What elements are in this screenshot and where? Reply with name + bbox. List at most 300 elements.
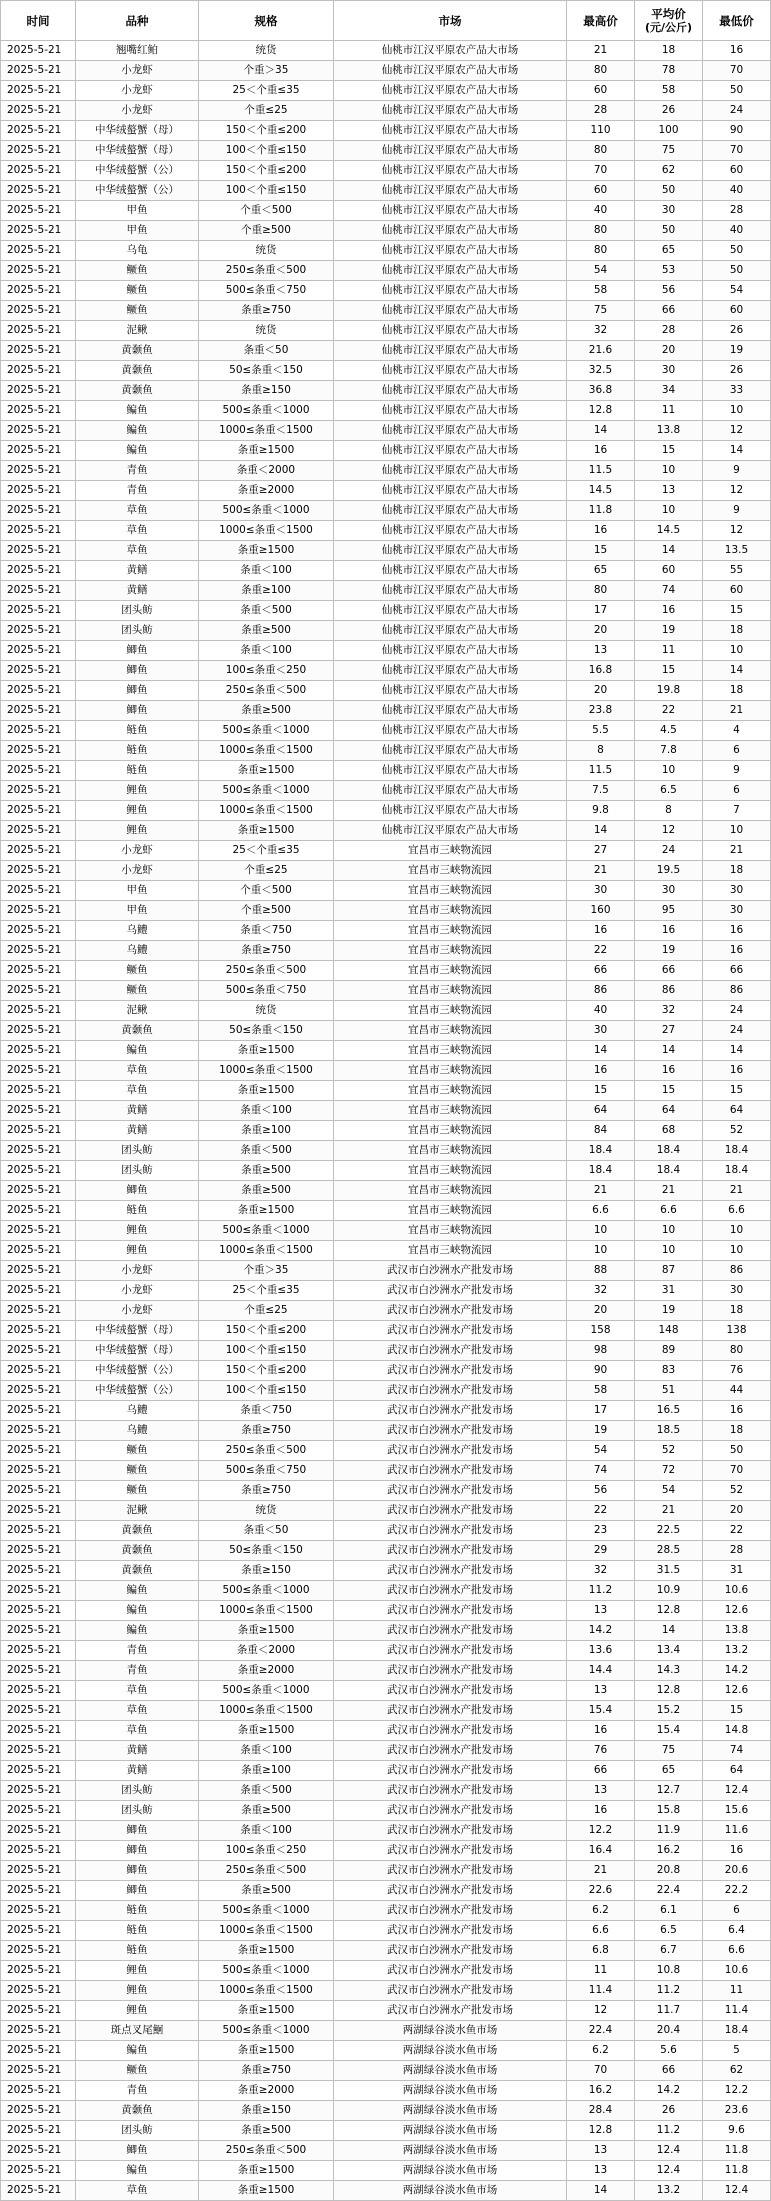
cell-max-price: 29 bbox=[567, 1541, 635, 1561]
cell-max-price: 32 bbox=[567, 321, 635, 341]
table-row bbox=[1, 1641, 771, 1661]
cell-min-price: 86 bbox=[703, 981, 771, 1001]
cell-spec: 条重≥750 bbox=[199, 1421, 334, 1441]
cell-time: 2025-5-21 bbox=[1, 2101, 76, 2121]
cell-avg-price: 87 bbox=[635, 1261, 703, 1281]
cell-market: 仙桃市江汉平原农产品大市场 bbox=[334, 781, 567, 801]
cell-variety: 鲤鱼 bbox=[76, 1961, 199, 1981]
cell-min-price: 44 bbox=[703, 1381, 771, 1401]
cell-min-price: 6 bbox=[703, 1901, 771, 1921]
cell-market: 仙桃市江汉平原农产品大市场 bbox=[334, 281, 567, 301]
cell-time: 2025-5-21 bbox=[1, 1461, 76, 1481]
cell-spec: 个重＞35 bbox=[199, 61, 334, 81]
cell-spec: 条重＜100 bbox=[199, 1741, 334, 1761]
cell-max-price: 16 bbox=[567, 441, 635, 461]
table-row bbox=[1, 1561, 771, 1581]
cell-market: 武汉市白沙洲水产批发市场 bbox=[334, 1381, 567, 1401]
cell-max-price: 22 bbox=[567, 941, 635, 961]
cell-time: 2025-5-21 bbox=[1, 1521, 76, 1541]
table-row bbox=[1, 1441, 771, 1461]
cell-min-price: 50 bbox=[703, 1441, 771, 1461]
cell-variety: 鲢鱼 bbox=[76, 1901, 199, 1921]
table-row bbox=[1, 1421, 771, 1441]
cell-max-price: 18.4 bbox=[567, 1161, 635, 1181]
cell-avg-price: 20 bbox=[635, 341, 703, 361]
cell-avg-price: 12 bbox=[635, 821, 703, 841]
cell-variety: 乌鳢 bbox=[76, 1401, 199, 1421]
cell-market: 武汉市白沙洲水产批发市场 bbox=[334, 1921, 567, 1941]
cell-min-price: 6.4 bbox=[703, 1921, 771, 1941]
cell-min-price: 30 bbox=[703, 901, 771, 921]
cell-max-price: 28.4 bbox=[567, 2101, 635, 2121]
cell-time: 2025-5-21 bbox=[1, 1341, 76, 1361]
cell-min-price: 54 bbox=[703, 281, 771, 301]
cell-avg-price: 19 bbox=[635, 941, 703, 961]
cell-avg-price: 15.4 bbox=[635, 1721, 703, 1741]
cell-avg-price: 10.9 bbox=[635, 1581, 703, 1601]
table-row bbox=[1, 1041, 771, 1061]
table-row bbox=[1, 781, 771, 801]
table-row bbox=[1, 1301, 771, 1321]
cell-market: 武汉市白沙洲水产批发市场 bbox=[334, 1341, 567, 1361]
cell-max-price: 14.2 bbox=[567, 1621, 635, 1641]
cell-variety: 小龙虾 bbox=[76, 841, 199, 861]
cell-min-price: 52 bbox=[703, 1481, 771, 1501]
cell-spec: 500≤条重＜750 bbox=[199, 981, 334, 1001]
cell-variety: 小龙虾 bbox=[76, 1281, 199, 1301]
cell-variety: 鲤鱼 bbox=[76, 821, 199, 841]
cell-time: 2025-5-21 bbox=[1, 1661, 76, 1681]
cell-avg-price: 15.2 bbox=[635, 1701, 703, 1721]
cell-avg-price: 65 bbox=[635, 1761, 703, 1781]
cell-min-price: 10.6 bbox=[703, 1581, 771, 1601]
cell-max-price: 18.4 bbox=[567, 1141, 635, 1161]
cell-spec: 500≤条重＜1000 bbox=[199, 401, 334, 421]
cell-max-price: 54 bbox=[567, 1441, 635, 1461]
cell-avg-price: 15.8 bbox=[635, 1801, 703, 1821]
cell-max-price: 80 bbox=[567, 141, 635, 161]
cell-spec: 个重＜500 bbox=[199, 201, 334, 221]
cell-min-price: 22 bbox=[703, 1521, 771, 1541]
cell-spec: 条重＜100 bbox=[199, 641, 334, 661]
cell-spec: 150＜个重≤200 bbox=[199, 1361, 334, 1381]
cell-market: 仙桃市江汉平原农产品大市场 bbox=[334, 501, 567, 521]
cell-variety: 黄颡鱼 bbox=[76, 361, 199, 381]
cell-avg-price: 31 bbox=[635, 1281, 703, 1301]
table-row bbox=[1, 1381, 771, 1401]
cell-time: 2025-5-21 bbox=[1, 981, 76, 1001]
cell-spec: 条重≥500 bbox=[199, 2121, 334, 2141]
cell-spec: 1000≤条重＜1500 bbox=[199, 741, 334, 761]
cell-max-price: 14.4 bbox=[567, 1661, 635, 1681]
cell-time: 2025-5-21 bbox=[1, 601, 76, 621]
table-row bbox=[1, 2101, 771, 2121]
cell-avg-price: 52 bbox=[635, 1441, 703, 1461]
cell-spec: 条重≥1500 bbox=[199, 441, 334, 461]
table-row bbox=[1, 721, 771, 741]
cell-time: 2025-5-21 bbox=[1, 1941, 76, 1961]
cell-min-price: 33 bbox=[703, 381, 771, 401]
cell-time: 2025-5-21 bbox=[1, 461, 76, 481]
cell-market: 两湖绿谷淡水鱼市场 bbox=[334, 2141, 567, 2161]
cell-max-price: 16 bbox=[567, 521, 635, 541]
cell-min-price: 24 bbox=[703, 1001, 771, 1021]
cell-spec: 条重≥500 bbox=[199, 621, 334, 641]
cell-avg-price: 11 bbox=[635, 641, 703, 661]
cell-time: 2025-5-21 bbox=[1, 621, 76, 641]
cell-spec: 条重≥1500 bbox=[199, 1721, 334, 1741]
cell-time: 2025-5-21 bbox=[1, 441, 76, 461]
cell-max-price: 11.2 bbox=[567, 1581, 635, 1601]
table-row bbox=[1, 1401, 771, 1421]
cell-time: 2025-5-21 bbox=[1, 861, 76, 881]
cell-time: 2025-5-21 bbox=[1, 1701, 76, 1721]
cell-min-price: 80 bbox=[703, 1341, 771, 1361]
cell-max-price: 11.5 bbox=[567, 761, 635, 781]
cell-variety: 鳜鱼 bbox=[76, 961, 199, 981]
header-min-price: 最低价 bbox=[703, 1, 771, 41]
cell-max-price: 15.4 bbox=[567, 1701, 635, 1721]
table-row bbox=[1, 281, 771, 301]
cell-market: 宜昌市三峡物流园 bbox=[334, 941, 567, 961]
cell-max-price: 16 bbox=[567, 1721, 635, 1741]
header-spec: 规格 bbox=[199, 1, 334, 41]
cell-max-price: 16 bbox=[567, 1061, 635, 1081]
cell-avg-price: 11.2 bbox=[635, 1981, 703, 2001]
cell-spec: 150＜个重≤200 bbox=[199, 161, 334, 181]
table-row bbox=[1, 161, 771, 181]
cell-variety: 鲤鱼 bbox=[76, 781, 199, 801]
cell-min-price: 70 bbox=[703, 61, 771, 81]
cell-variety: 青鱼 bbox=[76, 481, 199, 501]
cell-spec: 条重≥1500 bbox=[199, 1041, 334, 1061]
cell-max-price: 15 bbox=[567, 541, 635, 561]
cell-max-price: 80 bbox=[567, 61, 635, 81]
cell-variety: 黄鳝 bbox=[76, 561, 199, 581]
table-row bbox=[1, 301, 771, 321]
cell-max-price: 17 bbox=[567, 601, 635, 621]
cell-min-price: 12.2 bbox=[703, 2081, 771, 2101]
table-row bbox=[1, 1361, 771, 1381]
cell-market: 武汉市白沙洲水产批发市场 bbox=[334, 1361, 567, 1381]
cell-max-price: 60 bbox=[567, 81, 635, 101]
cell-market: 仙桃市江汉平原农产品大市场 bbox=[334, 381, 567, 401]
cell-min-price: 76 bbox=[703, 1361, 771, 1381]
cell-spec: 条重＜50 bbox=[199, 341, 334, 361]
cell-variety: 小龙虾 bbox=[76, 101, 199, 121]
cell-market: 仙桃市江汉平原农产品大市场 bbox=[334, 161, 567, 181]
cell-market: 宜昌市三峡物流园 bbox=[334, 1121, 567, 1141]
cell-variety: 鲤鱼 bbox=[76, 1221, 199, 1241]
cell-time: 2025-5-21 bbox=[1, 1841, 76, 1861]
cell-avg-price: 100 bbox=[635, 121, 703, 141]
cell-max-price: 70 bbox=[567, 161, 635, 181]
cell-spec: 个重＜500 bbox=[199, 881, 334, 901]
cell-spec: 250≤条重＜500 bbox=[199, 1861, 334, 1881]
cell-min-price: 26 bbox=[703, 321, 771, 341]
cell-max-price: 13 bbox=[567, 2141, 635, 2161]
cell-max-price: 12.8 bbox=[567, 401, 635, 421]
cell-max-price: 16.4 bbox=[567, 1841, 635, 1861]
cell-avg-price: 18.4 bbox=[635, 1141, 703, 1161]
cell-min-price: 18 bbox=[703, 861, 771, 881]
cell-max-price: 36.8 bbox=[567, 381, 635, 401]
cell-avg-price: 10 bbox=[635, 461, 703, 481]
cell-time: 2025-5-21 bbox=[1, 1761, 76, 1781]
cell-variety: 中华绒螯蟹（母） bbox=[76, 1321, 199, 1341]
cell-avg-price: 19 bbox=[635, 1301, 703, 1321]
cell-spec: 1000≤条重＜1500 bbox=[199, 1921, 334, 1941]
cell-spec: 500≤条重＜1000 bbox=[199, 1681, 334, 1701]
table-row bbox=[1, 681, 771, 701]
table-row bbox=[1, 2021, 771, 2041]
cell-avg-price: 10.8 bbox=[635, 1961, 703, 1981]
cell-market: 武汉市白沙洲水产批发市场 bbox=[334, 1421, 567, 1441]
cell-spec: 250≤条重＜500 bbox=[199, 2141, 334, 2161]
cell-avg-price: 6.7 bbox=[635, 1941, 703, 1961]
cell-max-price: 21.6 bbox=[567, 341, 635, 361]
cell-market: 武汉市白沙洲水产批发市场 bbox=[334, 1621, 567, 1641]
table-row bbox=[1, 1281, 771, 1301]
cell-market: 宜昌市三峡物流园 bbox=[334, 1041, 567, 1061]
cell-variety: 黄鳝 bbox=[76, 581, 199, 601]
cell-max-price: 15 bbox=[567, 1081, 635, 1101]
cell-avg-price: 83 bbox=[635, 1361, 703, 1381]
cell-time: 2025-5-21 bbox=[1, 1121, 76, 1141]
cell-time: 2025-5-21 bbox=[1, 1101, 76, 1121]
cell-spec: 统货 bbox=[199, 241, 334, 261]
cell-variety: 鳜鱼 bbox=[76, 261, 199, 281]
cell-market: 仙桃市江汉平原农产品大市场 bbox=[334, 581, 567, 601]
cell-min-price: 60 bbox=[703, 161, 771, 181]
cell-variety: 小龙虾 bbox=[76, 1261, 199, 1281]
cell-spec: 250≤条重＜500 bbox=[199, 681, 334, 701]
cell-max-price: 16 bbox=[567, 1801, 635, 1821]
cell-min-price: 21 bbox=[703, 1181, 771, 1201]
cell-min-price: 30 bbox=[703, 881, 771, 901]
cell-avg-price: 14 bbox=[635, 1041, 703, 1061]
cell-spec: 50≤条重＜150 bbox=[199, 361, 334, 381]
cell-avg-price: 27 bbox=[635, 1021, 703, 1041]
header-avg-price-label: 平均价 bbox=[651, 6, 686, 21]
cell-spec: 条重≥1500 bbox=[199, 2001, 334, 2021]
cell-min-price: 18 bbox=[703, 1301, 771, 1321]
cell-market: 两湖绿谷淡水鱼市场 bbox=[334, 2181, 567, 2201]
cell-time: 2025-5-21 bbox=[1, 1141, 76, 1161]
cell-avg-price: 26 bbox=[635, 101, 703, 121]
cell-avg-price: 22 bbox=[635, 701, 703, 721]
cell-max-price: 66 bbox=[567, 1761, 635, 1781]
cell-min-price: 18.4 bbox=[703, 1161, 771, 1181]
cell-spec: 条重＜500 bbox=[199, 1141, 334, 1161]
table-row bbox=[1, 1701, 771, 1721]
cell-market: 武汉市白沙洲水产批发市场 bbox=[334, 1401, 567, 1421]
cell-market: 武汉市白沙洲水产批发市场 bbox=[334, 1501, 567, 1521]
cell-min-price: 12.4 bbox=[703, 2181, 771, 2201]
cell-time: 2025-5-21 bbox=[1, 1801, 76, 1821]
cell-time: 2025-5-21 bbox=[1, 41, 76, 61]
cell-time: 2025-5-21 bbox=[1, 281, 76, 301]
cell-spec: 100＜个重≤150 bbox=[199, 1341, 334, 1361]
table-row bbox=[1, 101, 771, 121]
cell-time: 2025-5-21 bbox=[1, 1081, 76, 1101]
cell-min-price: 16 bbox=[703, 921, 771, 941]
cell-min-price: 6.6 bbox=[703, 1201, 771, 1221]
cell-min-price: 70 bbox=[703, 141, 771, 161]
cell-spec: 100≤条重＜250 bbox=[199, 1841, 334, 1861]
cell-time: 2025-5-21 bbox=[1, 2121, 76, 2141]
cell-market: 武汉市白沙洲水产批发市场 bbox=[334, 1781, 567, 1801]
cell-spec: 条重≥100 bbox=[199, 1761, 334, 1781]
cell-spec: 条重＜2000 bbox=[199, 1641, 334, 1661]
cell-max-price: 30 bbox=[567, 881, 635, 901]
header-market: 市场 bbox=[334, 1, 567, 41]
table-row bbox=[1, 1061, 771, 1081]
cell-time: 2025-5-21 bbox=[1, 1021, 76, 1041]
cell-market: 宜昌市三峡物流园 bbox=[334, 1081, 567, 1101]
cell-variety: 草鱼 bbox=[76, 1081, 199, 1101]
cell-variety: 鳜鱼 bbox=[76, 981, 199, 1001]
cell-time: 2025-5-21 bbox=[1, 701, 76, 721]
cell-min-price: 86 bbox=[703, 1261, 771, 1281]
table-row bbox=[1, 401, 771, 421]
cell-avg-price: 14.2 bbox=[635, 2081, 703, 2101]
cell-variety: 中华绒螯蟹（公） bbox=[76, 161, 199, 181]
cell-spec: 1000≤条重＜1500 bbox=[199, 801, 334, 821]
cell-min-price: 14 bbox=[703, 1041, 771, 1061]
cell-market: 武汉市白沙洲水产批发市场 bbox=[334, 1321, 567, 1341]
cell-market: 武汉市白沙洲水产批发市场 bbox=[334, 1861, 567, 1881]
cell-time: 2025-5-21 bbox=[1, 921, 76, 941]
cell-min-price: 21 bbox=[703, 701, 771, 721]
cell-time: 2025-5-21 bbox=[1, 241, 76, 261]
cell-variety: 斑点叉尾鮰 bbox=[76, 2021, 199, 2041]
cell-max-price: 16 bbox=[567, 921, 635, 941]
cell-spec: 100＜个重≤150 bbox=[199, 181, 334, 201]
cell-min-price: 11.6 bbox=[703, 1821, 771, 1841]
cell-avg-price: 13.8 bbox=[635, 421, 703, 441]
table-row bbox=[1, 1681, 771, 1701]
cell-min-price: 24 bbox=[703, 101, 771, 121]
cell-avg-price: 56 bbox=[635, 281, 703, 301]
cell-avg-price: 16 bbox=[635, 1061, 703, 1081]
cell-max-price: 65 bbox=[567, 561, 635, 581]
cell-variety: 甲鱼 bbox=[76, 901, 199, 921]
cell-avg-price: 19.8 bbox=[635, 681, 703, 701]
cell-avg-price: 16.5 bbox=[635, 1401, 703, 1421]
cell-time: 2025-5-21 bbox=[1, 1501, 76, 1521]
cell-min-price: 10 bbox=[703, 641, 771, 661]
table-row bbox=[1, 1761, 771, 1781]
cell-market: 武汉市白沙洲水产批发市场 bbox=[334, 1481, 567, 1501]
cell-max-price: 13 bbox=[567, 2161, 635, 2181]
cell-spec: 条重≥500 bbox=[199, 1181, 334, 1201]
cell-avg-price: 30 bbox=[635, 201, 703, 221]
cell-max-price: 6.2 bbox=[567, 1901, 635, 1921]
cell-market: 武汉市白沙洲水产批发市场 bbox=[334, 1461, 567, 1481]
cell-avg-price: 24 bbox=[635, 841, 703, 861]
table-row bbox=[1, 1181, 771, 1201]
table-row bbox=[1, 1101, 771, 1121]
cell-time: 2025-5-21 bbox=[1, 1621, 76, 1641]
cell-avg-price: 16 bbox=[635, 921, 703, 941]
cell-time: 2025-5-21 bbox=[1, 1001, 76, 1021]
cell-variety: 草鱼 bbox=[76, 501, 199, 521]
cell-time: 2025-5-21 bbox=[1, 1161, 76, 1181]
cell-time: 2025-5-21 bbox=[1, 1301, 76, 1321]
cell-avg-price: 64 bbox=[635, 1101, 703, 1121]
cell-spec: 条重＜100 bbox=[199, 561, 334, 581]
cell-market: 武汉市白沙洲水产批发市场 bbox=[334, 1721, 567, 1741]
cell-time: 2025-5-21 bbox=[1, 221, 76, 241]
cell-market: 武汉市白沙洲水产批发市场 bbox=[334, 1561, 567, 1581]
cell-variety: 草鱼 bbox=[76, 1701, 199, 1721]
cell-avg-price: 16 bbox=[635, 601, 703, 621]
cell-variety: 草鱼 bbox=[76, 1721, 199, 1741]
cell-market: 武汉市白沙洲水产批发市场 bbox=[334, 1801, 567, 1821]
cell-max-price: 12.8 bbox=[567, 2121, 635, 2141]
cell-max-price: 21 bbox=[567, 861, 635, 881]
cell-time: 2025-5-21 bbox=[1, 1681, 76, 1701]
cell-max-price: 56 bbox=[567, 1481, 635, 1501]
cell-time: 2025-5-21 bbox=[1, 1181, 76, 1201]
cell-max-price: 22.4 bbox=[567, 2021, 635, 2041]
cell-min-price: 6 bbox=[703, 741, 771, 761]
cell-variety: 鳊鱼 bbox=[76, 401, 199, 421]
cell-avg-price: 14 bbox=[635, 541, 703, 561]
cell-variety: 鲢鱼 bbox=[76, 1941, 199, 1961]
cell-spec: 条重≥100 bbox=[199, 581, 334, 601]
table-row bbox=[1, 1141, 771, 1161]
cell-spec: 条重≥1500 bbox=[199, 821, 334, 841]
cell-spec: 个重≤25 bbox=[199, 861, 334, 881]
cell-spec: 条重＜50 bbox=[199, 1521, 334, 1541]
table-row bbox=[1, 701, 771, 721]
table-row bbox=[1, 1981, 771, 2001]
cell-time: 2025-5-21 bbox=[1, 841, 76, 861]
table-row bbox=[1, 1961, 771, 1981]
cell-variety: 鳜鱼 bbox=[76, 281, 199, 301]
cell-variety: 乌鳢 bbox=[76, 941, 199, 961]
cell-market: 两湖绿谷淡水鱼市场 bbox=[334, 2061, 567, 2081]
cell-market: 仙桃市江汉平原农产品大市场 bbox=[334, 641, 567, 661]
cell-min-price: 16 bbox=[703, 1401, 771, 1421]
cell-variety: 团头鲂 bbox=[76, 1161, 199, 1181]
table-row bbox=[1, 1601, 771, 1621]
cell-variety: 小龙虾 bbox=[76, 81, 199, 101]
table-row bbox=[1, 61, 771, 81]
cell-spec: 个重＞35 bbox=[199, 1261, 334, 1281]
table-row bbox=[1, 1521, 771, 1541]
cell-spec: 1000≤条重＜1500 bbox=[199, 1981, 334, 2001]
cell-max-price: 80 bbox=[567, 221, 635, 241]
table-row bbox=[1, 881, 771, 901]
cell-avg-price: 12.4 bbox=[635, 2141, 703, 2161]
cell-market: 仙桃市江汉平原农产品大市场 bbox=[334, 461, 567, 481]
cell-avg-price: 21 bbox=[635, 1181, 703, 1201]
cell-min-price: 30 bbox=[703, 1281, 771, 1301]
cell-min-price: 10.6 bbox=[703, 1961, 771, 1981]
cell-market: 仙桃市江汉平原农产品大市场 bbox=[334, 761, 567, 781]
cell-variety: 黄颡鱼 bbox=[76, 2101, 199, 2121]
cell-time: 2025-5-21 bbox=[1, 401, 76, 421]
table-row bbox=[1, 1121, 771, 1141]
cell-variety: 黄鳝 bbox=[76, 1761, 199, 1781]
cell-time: 2025-5-21 bbox=[1, 1201, 76, 1221]
cell-spec: 条重≥150 bbox=[199, 2101, 334, 2121]
cell-max-price: 11 bbox=[567, 1961, 635, 1981]
cell-market: 两湖绿谷淡水鱼市场 bbox=[334, 2121, 567, 2141]
